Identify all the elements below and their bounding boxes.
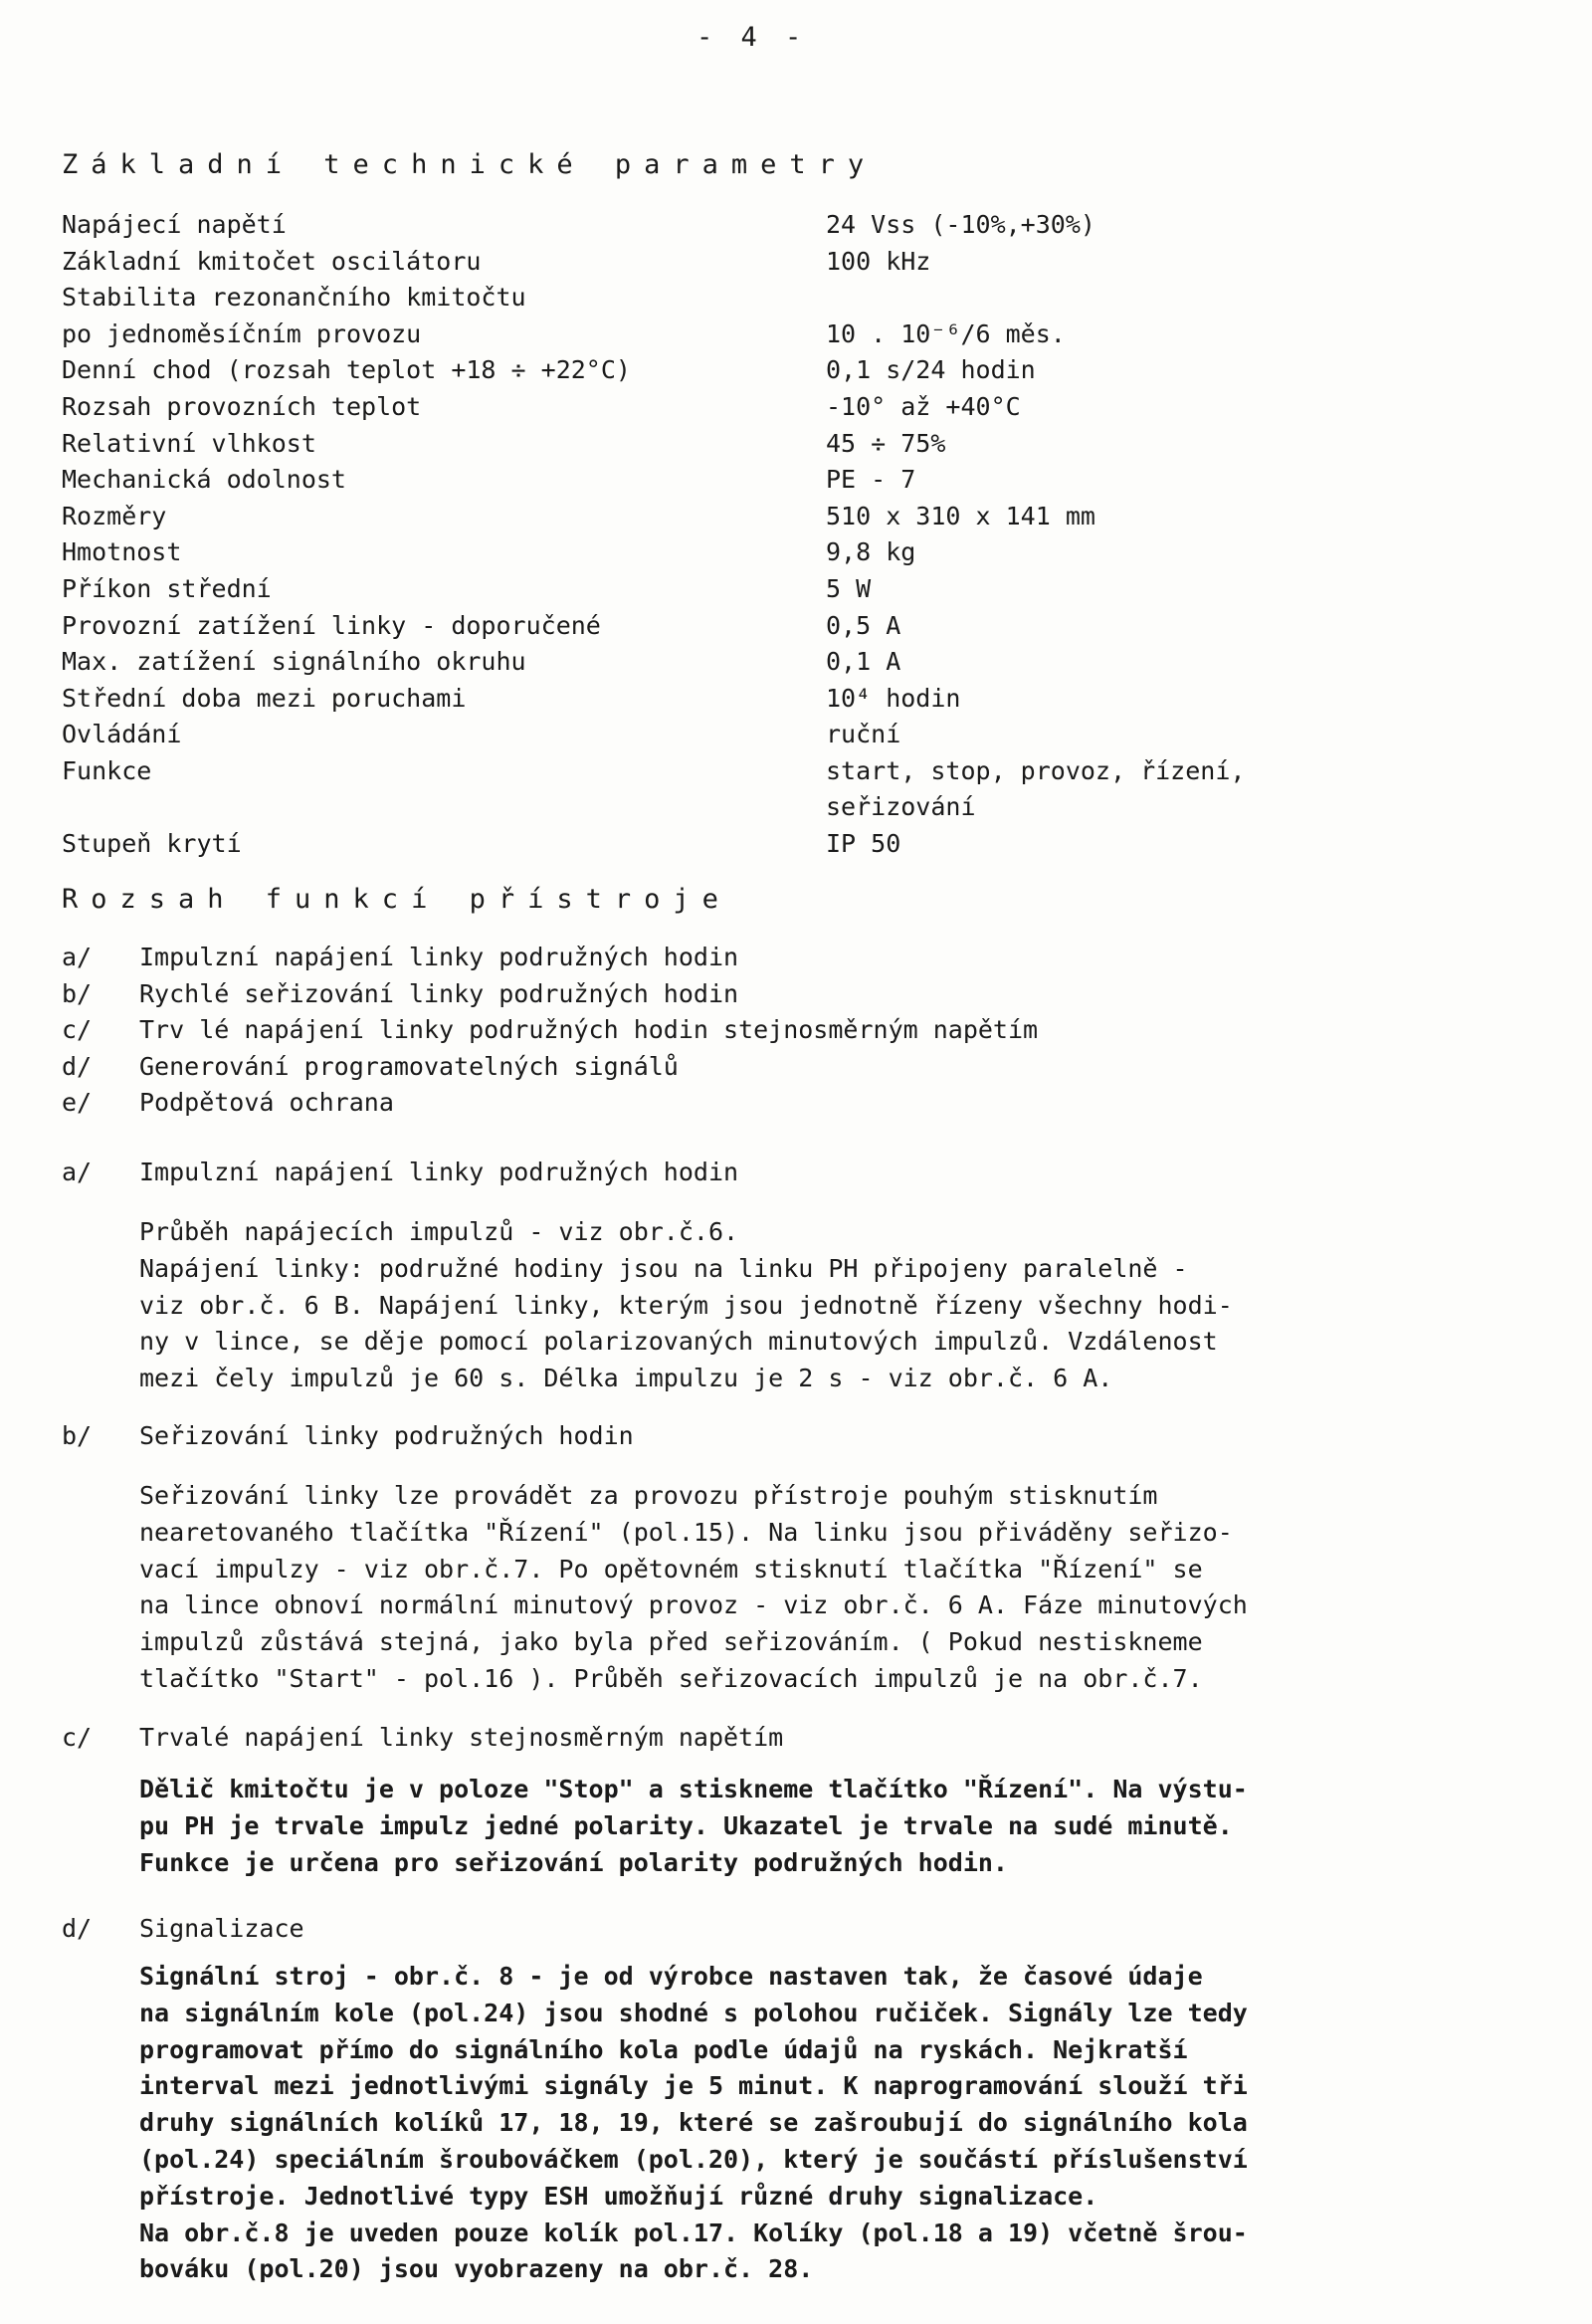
param-value: 10⁴ hodin bbox=[826, 683, 961, 713]
list-text: Generování programovatelných signálů bbox=[139, 1051, 679, 1081]
section-marker: a/ bbox=[62, 1158, 93, 1186]
param-value: 24 Vss (-10%,+30%) bbox=[826, 210, 1095, 239]
param-row bbox=[62, 534, 1514, 571]
section-body: Dělič kmitočtu je v poloze "Stop" a stiskneme tlačítko "Řízení". Na výstu- pu PH je trvale impulz jedné polarity. Ukazatel je trvale na sudé minutě. Funkce je určena pro seřizování polarity podružných hodin. bbox=[139, 1775, 1248, 1877]
list-marker: d/ bbox=[62, 1051, 93, 1081]
param-row bbox=[62, 244, 1514, 281]
param-value: 45 ÷ 75% bbox=[826, 428, 946, 458]
section-title-text: Signalizace bbox=[139, 1914, 304, 1943]
heading-device-functions: Rozsah funkcí přístroje bbox=[62, 884, 731, 915]
param-row bbox=[62, 280, 1514, 317]
param-value: ruční bbox=[826, 720, 901, 749]
param-value: PE - 7 bbox=[826, 465, 916, 495]
param-row bbox=[62, 608, 1514, 645]
section-body: Signální stroj - obr.č. 8 - je od výrobce nastaven tak, že časové údaje na signálním kole (pol.24) jsou shodné s polohou ručiček. Signály lze tedy programovat přímo do signálního kola podle údajů na ryskách. Nejkratší interval mezi jednotlivými signály je 5 minut. K naprogramování slouží tři druhy signálních kolíků 17, 18, 19, které se zašroubují do signálního kola (pol.24) speciálním šroubováčkem (pol.20), který je součástí příslušenství přístroje. Jednotlivé typy ESH umožňují různé druhy signalizace. Na obr.č.8 je uveden pouze kolík pol.17. Kolíky (pol.18 a 19) včetně šrou- bováku (pol.20) jsou vyobrazeny na obr.č. 28. bbox=[139, 1962, 1248, 2284]
param-value: -10° až +40°C bbox=[826, 391, 1021, 421]
param-label: po jednoměsíčním provozu bbox=[62, 318, 422, 348]
param-label: Střední doba mezi poruchami bbox=[62, 683, 467, 713]
param-row bbox=[62, 571, 1514, 608]
param-value: 0,5 A bbox=[826, 610, 901, 640]
section-marker: d/ bbox=[62, 1914, 93, 1943]
param-value: 9,8 kg bbox=[826, 537, 916, 567]
list-marker: e/ bbox=[62, 1088, 93, 1117]
section-impulse-supply bbox=[62, 1155, 1534, 1397]
param-label: Max. zatížení signálního okruhu bbox=[62, 647, 526, 677]
section-title-text: Seřizování linky podružných hodin bbox=[139, 1421, 634, 1450]
param-label: Rozsah provozních teplot bbox=[62, 391, 422, 421]
param-row bbox=[62, 426, 1514, 463]
param-value: 0,1 s/24 hodin bbox=[826, 355, 1036, 385]
section-signalling bbox=[62, 1911, 1534, 2288]
section-title-text: Trvalé napájení linky stejnosměrným napětím bbox=[139, 1723, 784, 1752]
section-body: Průběh napájecích impulzů - viz obr.č.6. Napájení linky: podružné hodiny jsou na linku PH připojeny paralelně - viz obr.č. 6 B. Napájení linky, kterým jsou jednotně řízeny všechny hodi- ny v lince, se děje pomocí polarizovaných minutových impulzů. Vzdálenost mezi čely impulzů je 60 s. Délka impulzu je 2 s - viz obr.č. 6 A. bbox=[139, 1217, 1233, 1393]
section-title bbox=[62, 1155, 1534, 1190]
param-label: Denní chod (rozsah teplot +18 ÷ +22°C) bbox=[62, 355, 631, 385]
param-value: 10 . 10⁻⁶/6 měs. bbox=[826, 318, 1066, 348]
param-row bbox=[62, 207, 1514, 244]
param-value: 510 x 310 x 141 mm bbox=[826, 501, 1095, 530]
section-marker: b/ bbox=[62, 1421, 93, 1450]
param-label: Funkce bbox=[62, 755, 152, 785]
param-row bbox=[62, 681, 1514, 718]
list-text: Impulzní napájení linky podružných hodin bbox=[139, 943, 739, 971]
parameters-table bbox=[62, 207, 1514, 863]
list-marker: c/ bbox=[62, 1015, 93, 1044]
param-row bbox=[62, 317, 1514, 353]
param-value: start, stop, provoz, řízení, seřizování bbox=[826, 755, 1246, 821]
section-permanent-supply bbox=[62, 1720, 1534, 1881]
list-item bbox=[62, 940, 1514, 976]
param-label: Stabilita rezonančního kmitočtu bbox=[62, 283, 526, 313]
param-label: Základní kmitočet oscilátoru bbox=[62, 246, 482, 276]
param-value: 5 W bbox=[826, 573, 872, 603]
param-label: Rozměry bbox=[62, 501, 167, 530]
param-row bbox=[62, 389, 1514, 426]
list-text: Podpětová ochrana bbox=[139, 1088, 394, 1117]
param-label: Mechanická odolnost bbox=[62, 465, 346, 495]
heading-technical-parameters: Základní technické parametry bbox=[62, 149, 878, 180]
param-label: Ovládání bbox=[62, 720, 182, 749]
list-text: Trv lé napájení linky podružných hodin stejnosměrným napětím bbox=[139, 1015, 1039, 1044]
page-number: - 4 - bbox=[696, 22, 808, 53]
param-row bbox=[62, 462, 1514, 499]
param-value: IP 50 bbox=[826, 828, 901, 858]
section-title bbox=[62, 1911, 1534, 1947]
list-item bbox=[62, 1049, 1514, 1086]
param-row bbox=[62, 499, 1514, 535]
param-value: 0,1 A bbox=[826, 647, 901, 677]
param-row bbox=[62, 826, 1514, 863]
section-body: Seřizování linky lze provádět za provozu přístroje pouhým stisknutím nearetovaného tlačítka "Řízení" (pol.15). Na linku jsou přiváděny seřizo- vací impulzy - viz obr.č.7. Po opětovném stisknutí tlačítka "Řízení" se na lince obnoví normální minutový provoz - viz obr.č. 6 A. Fáze minutových impulzů zůstává stejná, jako byla před seřizováním. ( Pokud nestiskneme tlačítko "Start" - pol.16 ). Průběh seřizovacích impulzů je na obr.č.7. bbox=[139, 1481, 1248, 1693]
param-label: Hmotnost bbox=[62, 537, 182, 567]
param-value: 100 kHz bbox=[826, 246, 931, 276]
param-label: Napájecí napětí bbox=[62, 210, 287, 239]
param-row bbox=[62, 717, 1514, 753]
list-item bbox=[62, 1012, 1514, 1049]
param-label: Relativní vlhkost bbox=[62, 428, 316, 458]
section-title bbox=[62, 1418, 1534, 1454]
param-label: Provozní zatížení linky - doporučené bbox=[62, 610, 601, 640]
list-item bbox=[62, 976, 1514, 1013]
section-line-adjustment bbox=[62, 1418, 1534, 1698]
param-row bbox=[62, 753, 1514, 826]
function-list bbox=[62, 940, 1514, 1122]
section-title-text: Impulzní napájení linky podružných hodin bbox=[139, 1158, 739, 1186]
param-row bbox=[62, 352, 1514, 389]
list-marker: b/ bbox=[62, 978, 93, 1008]
section-marker: c/ bbox=[62, 1723, 93, 1752]
list-marker: a/ bbox=[62, 943, 93, 971]
list-item bbox=[62, 1085, 1514, 1122]
list-text: Rychlé seřizování linky podružných hodin bbox=[139, 978, 739, 1008]
param-label: Příkon střední bbox=[62, 573, 272, 603]
param-label: Stupeň krytí bbox=[62, 828, 242, 858]
section-title bbox=[62, 1720, 1534, 1756]
param-row bbox=[62, 644, 1514, 681]
